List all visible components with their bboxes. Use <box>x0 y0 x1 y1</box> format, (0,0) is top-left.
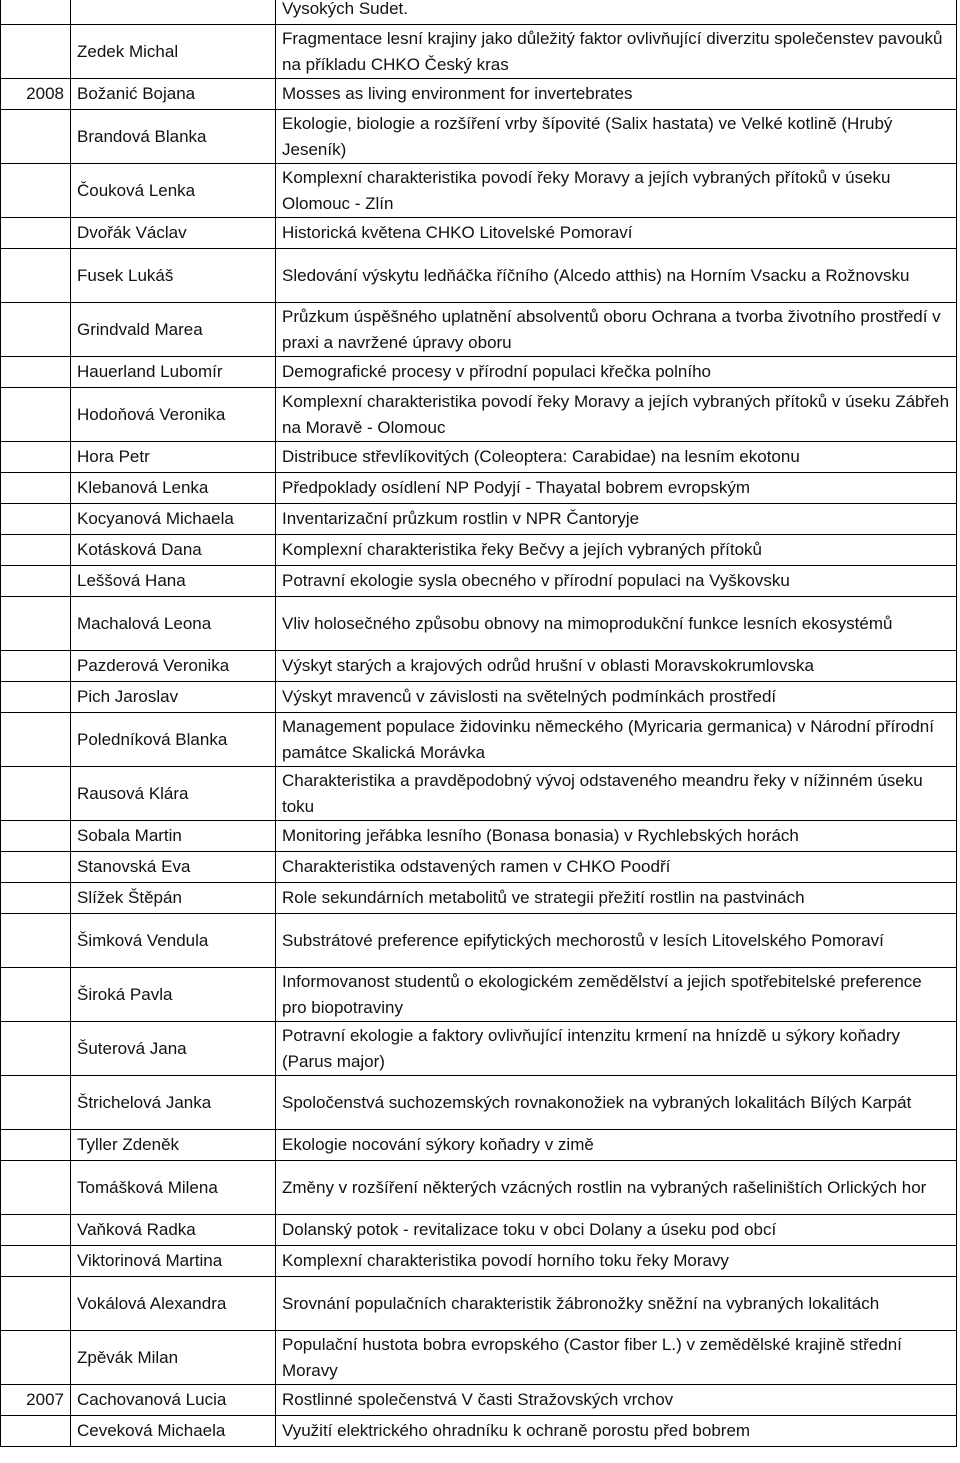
year-cell <box>1 651 71 682</box>
table-row <box>1 504 957 535</box>
year-cell <box>1 852 71 883</box>
table-row <box>1 303 957 357</box>
author-name-cell: Klebanová Lenka <box>71 473 276 504</box>
table-row <box>1 1385 957 1416</box>
year-cell <box>1 249 71 303</box>
author-name-cell: Poledníková Blanka <box>71 713 276 767</box>
year-cell <box>1 164 71 218</box>
author-name-cell: Hodoňová Veronika <box>71 388 276 442</box>
thesis-title-cell: Rostlinné společenstvá V časti Stražovských vrchov <box>276 1385 957 1416</box>
thesis-title-cell: Charakteristika odstavených ramen v CHKO Poodří <box>276 852 957 883</box>
author-name-cell: Štrichelová Janka <box>71 1076 276 1130</box>
author-name-cell: Brandová Blanka <box>71 110 276 164</box>
table-row <box>1 821 957 852</box>
year-cell <box>1 110 71 164</box>
table-row <box>1 0 957 25</box>
year-cell <box>1 1416 71 1447</box>
author-name-cell: Čouková Lenka <box>71 164 276 218</box>
table-row <box>1 357 957 388</box>
table-row <box>1 651 957 682</box>
thesis-title-cell: Management populace židovinku německého (Myricaria germanica) v Národní přírodní památce Skalická Morávka <box>276 713 957 767</box>
year-cell <box>1 566 71 597</box>
table-row <box>1 767 957 821</box>
author-name-cell: Šuterová Jana <box>71 1022 276 1076</box>
thesis-title-cell: Inventarizační průzkum rostlin v NPR Čantoryje <box>276 504 957 535</box>
thesis-title-cell: Průzkum úspěšného uplatnění absolventů oboru Ochrana a tvorba životního prostředí v praxi a navržené úpravy oboru <box>276 303 957 357</box>
year-cell <box>1 0 71 25</box>
table-row <box>1 852 957 883</box>
table-row <box>1 914 957 968</box>
year-cell <box>1 1022 71 1076</box>
thesis-title-cell: Změny v rozšíření některých vzácných rostlin na vybraných rašeliništích Orlických hor <box>276 1161 957 1215</box>
thesis-title-cell: Komplexní charakteristika řeky Bečvy a jejích vybraných přítoků <box>276 535 957 566</box>
author-name-cell <box>71 0 276 25</box>
thesis-title-cell: Sledování výskytu ledňáčka říčního (Alcedo atthis) na Horním Vsacku a Rožnovsku <box>276 249 957 303</box>
year-cell <box>1 821 71 852</box>
thesis-title-cell: Mosses as living environment for invertebrates <box>276 79 957 110</box>
table-row <box>1 883 957 914</box>
table-row <box>1 110 957 164</box>
year-cell <box>1 1277 71 1331</box>
author-name-cell: Tyller Zdeněk <box>71 1130 276 1161</box>
thesis-title-cell: Substrátové preference epifytických mechorostů v lesích Litovelského Pomoraví <box>276 914 957 968</box>
thesis-title-cell: Demografické procesy v přírodní populaci křečka polního <box>276 357 957 388</box>
table-row <box>1 218 957 249</box>
year-cell <box>1 914 71 968</box>
year-cell <box>1 968 71 1022</box>
author-name-cell: Šimková Vendula <box>71 914 276 968</box>
thesis-title-cell: Vliv holosečného způsobu obnovy na mimoprodukční funkce lesních ekosystémů <box>276 597 957 651</box>
thesis-title-cell: Vysokých Sudet. <box>276 0 957 25</box>
author-name-cell: Leššová Hana <box>71 566 276 597</box>
author-name-cell: Hauerland Lubomír <box>71 357 276 388</box>
thesis-title-cell: Role sekundárních metabolitů ve strategii přežití rostlin na pastvinách <box>276 883 957 914</box>
year-cell <box>1 767 71 821</box>
table-row <box>1 968 957 1022</box>
thesis-title-cell: Dolanský potok - revitalizace toku v obci Dolany a úseku pod obcí <box>276 1215 957 1246</box>
thesis-title-cell: Historická květena CHKO Litovelské Pomoraví <box>276 218 957 249</box>
author-name-cell: Stanovská Eva <box>71 852 276 883</box>
table-row <box>1 566 957 597</box>
year-cell <box>1 388 71 442</box>
author-name-cell: Slížek Štěpán <box>71 883 276 914</box>
table-row <box>1 1416 957 1447</box>
table-row <box>1 597 957 651</box>
year-cell <box>1 1215 71 1246</box>
year-cell: 2007 <box>1 1385 71 1416</box>
author-name-cell: Kocyanová Michaela <box>71 504 276 535</box>
year-cell <box>1 442 71 473</box>
year-cell <box>1 218 71 249</box>
year-cell <box>1 357 71 388</box>
author-name-cell: Rausová Klára <box>71 767 276 821</box>
table-row <box>1 1022 957 1076</box>
author-name-cell: Ceveková Michaela <box>71 1416 276 1447</box>
table-row <box>1 25 957 79</box>
author-name-cell: Zedek Michal <box>71 25 276 79</box>
thesis-title-cell: Potravní ekologie sysla obecného v přírodní populaci na Vyškovsku <box>276 566 957 597</box>
thesis-title-cell: Monitoring jeřábka lesního (Bonasa bonasia) v Rychlebských horách <box>276 821 957 852</box>
thesis-title-cell: Informovanost studentů o ekologickém zemědělství a jejich spotřebitelské preference pro biopotraviny <box>276 968 957 1022</box>
table-row <box>1 473 957 504</box>
author-name-cell: Sobala Martin <box>71 821 276 852</box>
table-row <box>1 164 957 218</box>
author-name-cell: Dvořák Václav <box>71 218 276 249</box>
table-row <box>1 1130 957 1161</box>
table-row <box>1 388 957 442</box>
thesis-title-cell: Komplexní charakteristika povodí horního toku řeky Moravy <box>276 1246 957 1277</box>
thesis-table-body <box>1 0 957 1447</box>
thesis-title-cell: Komplexní charakteristika povodí řeky Moravy a jejích vybraných přítoků v úseku Zábřeh na Moravě - Olomouc <box>276 388 957 442</box>
author-name-cell: Vokálová Alexandra <box>71 1277 276 1331</box>
thesis-title-cell: Využití elektrického ohradníku k ochraně porostu před bobrem <box>276 1416 957 1447</box>
table-row <box>1 249 957 303</box>
author-name-cell: Pazderová Veronika <box>71 651 276 682</box>
table-row <box>1 1215 957 1246</box>
thesis-title-cell: Výskyt starých a krajových odrůd hrušní v oblasti Moravskokrumlovska <box>276 651 957 682</box>
thesis-title-cell: Spoločenstvá suchozemských rovnakonožiek na vybraných lokalitách Bílých Karpát <box>276 1076 957 1130</box>
thesis-title-cell: Potravní ekologie a faktory ovlivňující intenzitu krmení na hnízdě u sýkory koňadry (Parus major) <box>276 1022 957 1076</box>
thesis-title-cell: Srovnání populačních charakteristik žábronožky sněžní na vybraných lokalitách <box>276 1277 957 1331</box>
thesis-title-cell: Předpoklady osídlení NP Podyjí - Thayatal bobrem evropským <box>276 473 957 504</box>
table-row <box>1 79 957 110</box>
thesis-title-cell: Populační hustota bobra evropského (Castor fiber L.) v zemědělské krajině střední Moravy <box>276 1331 957 1385</box>
year-cell <box>1 1331 71 1385</box>
author-name-cell: Cachovanová Lucia <box>71 1385 276 1416</box>
year-cell <box>1 1246 71 1277</box>
author-name-cell: Vaňková Radka <box>71 1215 276 1246</box>
thesis-title-cell: Ekologie, biologie a rozšíření vrby šípovité (Salix hastata) ve Velké kotlině (Hrubý Jeseník) <box>276 110 957 164</box>
author-name-cell: Tomášková Milena <box>71 1161 276 1215</box>
table-row <box>1 713 957 767</box>
table-row <box>1 1277 957 1331</box>
author-name-cell: Zpěvák Milan <box>71 1331 276 1385</box>
thesis-title-cell: Distribuce střevlíkovitých (Coleoptera: Carabidae) na lesním ekotonu <box>276 442 957 473</box>
thesis-title-cell: Komplexní charakteristika povodí řeky Moravy a jejích vybraných přítoků v úseku Olomouc - Zlín <box>276 164 957 218</box>
table-row <box>1 1076 957 1130</box>
year-cell <box>1 1161 71 1215</box>
table-row <box>1 1331 957 1385</box>
table-row <box>1 535 957 566</box>
author-name-cell: Fusek Lukáš <box>71 249 276 303</box>
year-cell <box>1 1130 71 1161</box>
year-cell <box>1 303 71 357</box>
author-name-cell: Hora Petr <box>71 442 276 473</box>
table-row <box>1 442 957 473</box>
year-cell <box>1 1076 71 1130</box>
year-cell <box>1 535 71 566</box>
table-row <box>1 1246 957 1277</box>
year-cell <box>1 682 71 713</box>
table-row <box>1 1161 957 1215</box>
thesis-title-cell: Fragmentace lesní krajiny jako důležitý faktor ovlivňující diverzitu společenstev pavouků na příkladu CHKO Český kras <box>276 25 957 79</box>
author-name-cell: Viktorinová Martina <box>71 1246 276 1277</box>
author-name-cell: Grindvald Marea <box>71 303 276 357</box>
year-cell: 2008 <box>1 79 71 110</box>
year-cell <box>1 597 71 651</box>
author-name-cell: Pich Jaroslav <box>71 682 276 713</box>
year-cell <box>1 713 71 767</box>
author-name-cell: Machalová Leona <box>71 597 276 651</box>
year-cell <box>1 25 71 79</box>
year-cell <box>1 473 71 504</box>
author-name-cell: Kotásková Dana <box>71 535 276 566</box>
thesis-title-cell: Výskyt mravenců v závislosti na světelných podmínkách prostředí <box>276 682 957 713</box>
year-cell <box>1 883 71 914</box>
table-row <box>1 682 957 713</box>
year-cell <box>1 504 71 535</box>
thesis-title-cell: Ekologie nocování sýkory koňadry v zimě <box>276 1130 957 1161</box>
author-name-cell: Široká Pavla <box>71 968 276 1022</box>
author-name-cell: Božanić Bojana <box>71 79 276 110</box>
thesis-title-cell: Charakteristika a pravděpodobný vývoj odstaveného meandru řeky v nížinném úseku toku <box>276 767 957 821</box>
